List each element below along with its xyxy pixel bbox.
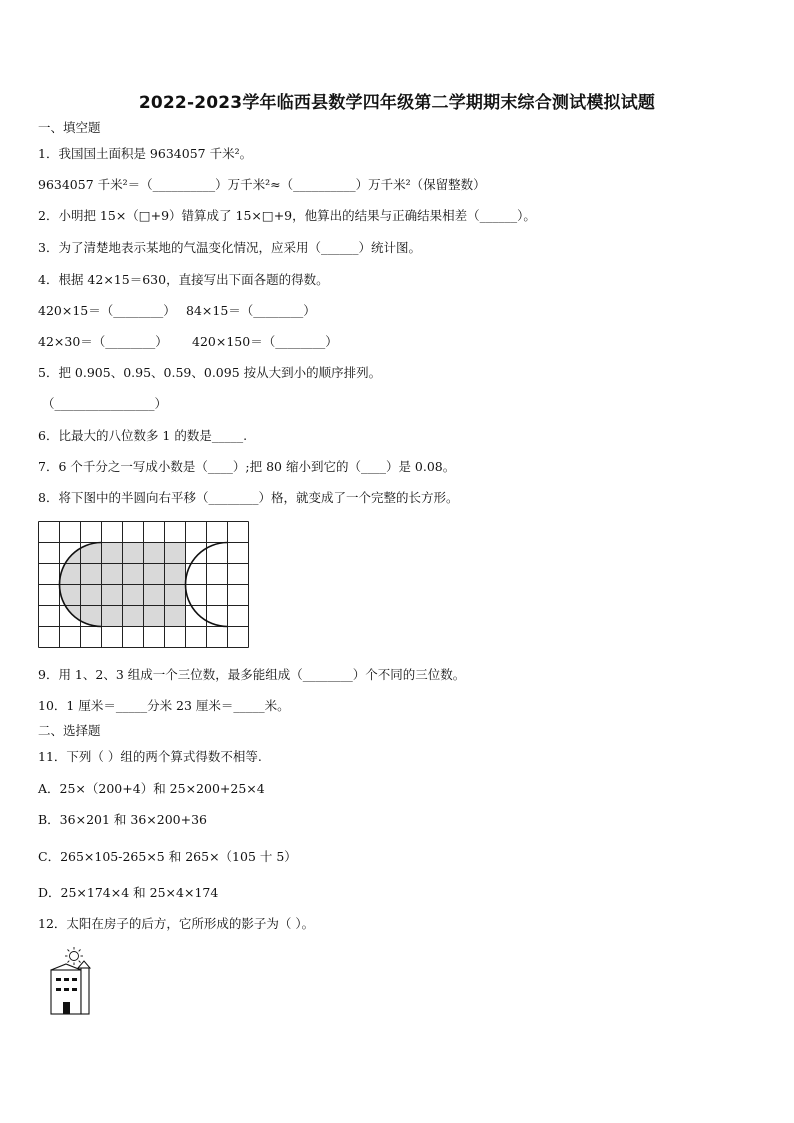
question-4b: 84×15＝（________） — [186, 303, 316, 318]
question-11-option-d: D．25×174×4 和 25×4×174 — [38, 885, 219, 900]
question-5-blank: （________________） — [42, 396, 168, 411]
page-title: 2022-2023学年临西县数学四年级第二学期期末综合测试模拟试题 — [138, 93, 656, 113]
question-11: 11．下列（ ）组的两个算式得数不相等. — [38, 749, 262, 764]
question-4: 4．根据 42×15＝630，直接写出下面各题的得数。 — [38, 272, 329, 287]
question-10: 10．1 厘米＝_____分米 23 厘米＝_____米。 — [38, 698, 290, 713]
question-1: 1．我国国土面积是 9634057 千米²。 — [38, 146, 253, 161]
question-4d: 420×150＝（________） — [192, 334, 338, 349]
section-choice-heading: 二、选择题 — [38, 723, 101, 738]
question-4a: 420×15＝（________） — [38, 303, 176, 318]
question-11-option-a: A．25×（200+4）和 25×200+25×4 — [38, 781, 265, 796]
question-8: 8．将下图中的半圆向右平移（________）格，就变成了一个完整的长方形。 — [38, 490, 459, 505]
question-3: 3．为了清楚地表示某地的气温变化情况，应采用（______）统计图。 — [38, 240, 421, 255]
question-2: 2．小明把 15×（□+9）错算成了 15×□+9，他算出的结果与正确结果相差（______）。 — [38, 208, 536, 223]
question-11-option-b: B．36×201 和 36×200+36 — [38, 812, 207, 827]
question-4c: 42×30＝（________） — [38, 334, 168, 349]
question-1-blanks: 9634057 千米²＝（__________）万千米²≈（__________）万千米²（保留整数） — [38, 177, 486, 192]
question-12: 12．太阳在房子的后方，它所形成的影子为（ ）。 — [38, 916, 315, 931]
sun-icon — [65, 947, 83, 965]
question-5: 5．把 0.905、0.95、0.59、0.095 按从大到小的顺序排列。 — [38, 365, 382, 380]
translation-grid-figure — [38, 521, 252, 653]
section-fill-blank-heading: 一、填空题 — [38, 120, 101, 135]
house-with-sun-figure — [46, 944, 102, 1020]
question-11-option-c: C．265×105-265×5 和 265×（105 十 5） — [38, 849, 297, 864]
question-9: 9．用 1、2、3 组成一个三位数，最多能组成（________）个不同的三位数。 — [38, 667, 466, 682]
question-7: 7．6 个千分之一写成小数是（____）;把 80 缩小到它的（____）是 0.08。 — [38, 459, 456, 474]
question-6: 6．比最大的八位数多 1 的数是_____. — [38, 428, 248, 443]
